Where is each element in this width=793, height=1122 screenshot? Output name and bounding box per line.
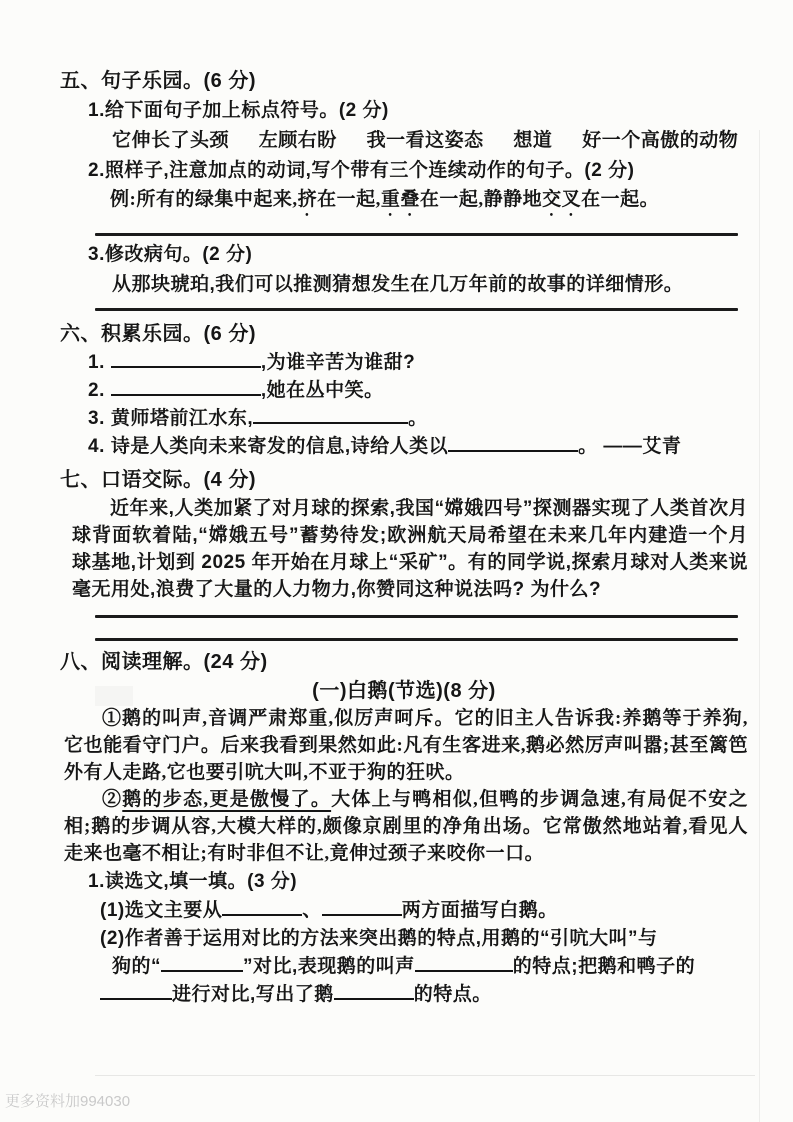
emphasized-verb: 重叠 [380,189,420,210]
sub-text: 进行对比,写出了鹅 [172,984,334,1005]
paragraph-marker: ② [102,789,123,810]
reading-paragraph-2 [64,786,748,867]
paragraph-text: 大体上与鸭相似,但鸭的步调急速,有局促不安之相;鹅的步调从容,大模大样的,颇像京剧里的净角出场。它常傲然地站着,看见人走来也毫不相让;有时非但不让,竟伸过颈子来咬你一口。 [64,789,748,864]
q5-1-phrase: 好一个高傲的动物 [582,130,739,151]
underlined-sentence: 鹅的步态,更是傲慢了。 [122,789,332,810]
answer-line [95,308,738,311]
sub-text: 狗的“ [112,956,162,977]
fill-in-item [88,349,748,377]
section-8-heading: 八、阅读理解。(24 分) [60,651,268,673]
sub-text: 、 [302,900,322,921]
section-5-heading: 五、句子乐园。(6 分) [60,70,256,92]
example-text: 例:所有的绿集中起来, [110,189,298,210]
item-number: 2. [88,380,105,401]
reading-paragraph-1: ①鹅的叫声,音调严肃郑重,似厉声呵斥。它的旧主人告诉我:养鹅等于养狗,它也能看守门户。后来我看到果然如此:凡有生客进来,鹅必然厉声叫嚣;甚至篱笆外有人走路,它也要引吭大叫,不亚于狗的狂吠。 [64,708,748,783]
q8-1-label: 1.读选文,填一填。(3 分) [88,871,298,892]
example-text: 在一起,静静地 [419,189,543,210]
q5-1-label: 1.给下面句子加上标点符号。(2 分) [88,100,389,121]
item-text: 诗是人类向未来寄发的信息,诗给人类以 [110,436,449,457]
blank-line [111,379,261,396]
q5-2-example [110,186,748,221]
blank-line [322,899,402,916]
blank-line [161,955,243,972]
blank-line [111,351,261,368]
q8-1-sub2-line1: (2)作者善于运用对比的方法来突出鹅的特点,用鹅的“引吭大叫”与 [100,928,658,949]
fill-in-item [88,433,748,461]
example-text: 在一起。 [581,189,660,210]
item-number: 3. [88,408,105,429]
q5-1-phrase: 它伸长了头颈 [112,130,230,151]
q8-1-sub2-line3 [100,981,748,1009]
oral-communication-passage: 近年来,人类加紧了对月球的探索,我国“嫦娥四号”探测器实现了人类首次月球背面软着陆,“嫦娥五号”蓄势待发;欧洲航天局希望在未来几年内建造一个月球基地,计划到 2025 年开始在月球上“采矿”。有的同学说,探索月球对人类来说毫无用处,浪费了大量的人力物力,你赞同这种说法吗? 为什么? [72,498,748,600]
blank-line [253,407,408,424]
answer-line [95,233,738,236]
sub-text: 的特点;把鹅和鸭子的 [512,956,696,977]
fill-in-item [88,377,748,405]
item-text: 黄师塔前江水东, [110,408,254,429]
watermark: 更多资料加994030 [5,1093,131,1110]
emphasized-verb: 交叉 [542,189,582,210]
answer-line [95,638,738,641]
reading-title: (一)白鹅(节选)(8 分) [312,680,496,702]
q5-3-sentence: 从那块琥珀,我们可以推测猜想发生在几万年前的故事的详细情形。 [112,274,684,295]
section-6-heading: 六、积累乐园。(6 分) [60,323,256,345]
item-text: 。 [408,408,428,429]
blank-line [100,983,172,1000]
q8-1-sub2-line2 [112,953,748,981]
q5-2-label: 2.照样子,注意加点的动词,写个带有三个连续动作的句子。(2 分) [88,160,635,181]
item-text: ,她在丛中笑。 [260,380,384,401]
scan-smudge [95,686,133,706]
item-number: 1. [88,352,105,373]
sub-text: 两方面描写白鹅。 [401,900,558,921]
page-edge-line [759,130,760,1122]
sub-text: 的特点。 [413,984,492,1005]
blank-line [415,955,513,972]
scan-artifact-line [95,1075,755,1076]
blank-line [334,983,414,1000]
item-text: ,为谁辛苦为谁甜? [260,352,416,373]
blank-line [222,899,302,916]
answer-line [95,615,738,618]
q5-1-sentence [112,126,748,156]
section-7-heading: 七、口语交际。(4 分) [60,469,256,491]
blank-line [448,435,578,452]
example-text: 在一起, [317,189,381,210]
q8-1-sub1 [100,897,748,925]
q5-1-phrase: 我一看这姿态 [366,130,484,151]
item-number: 4. [88,436,105,457]
item-text: 。 ——艾青 [578,436,682,457]
emphasized-verb: 挤 [297,189,318,210]
fill-in-item [88,405,748,433]
q5-1-phrase: 想道 [513,130,553,151]
q5-1-phrase: 左顾右盼 [258,130,337,151]
sub-text: ”对比,表现鹅的叫声 [243,956,415,977]
sub-text: (1)选文主要从 [100,900,223,921]
q5-3-label: 3.修改病句。(2 分) [88,244,253,265]
